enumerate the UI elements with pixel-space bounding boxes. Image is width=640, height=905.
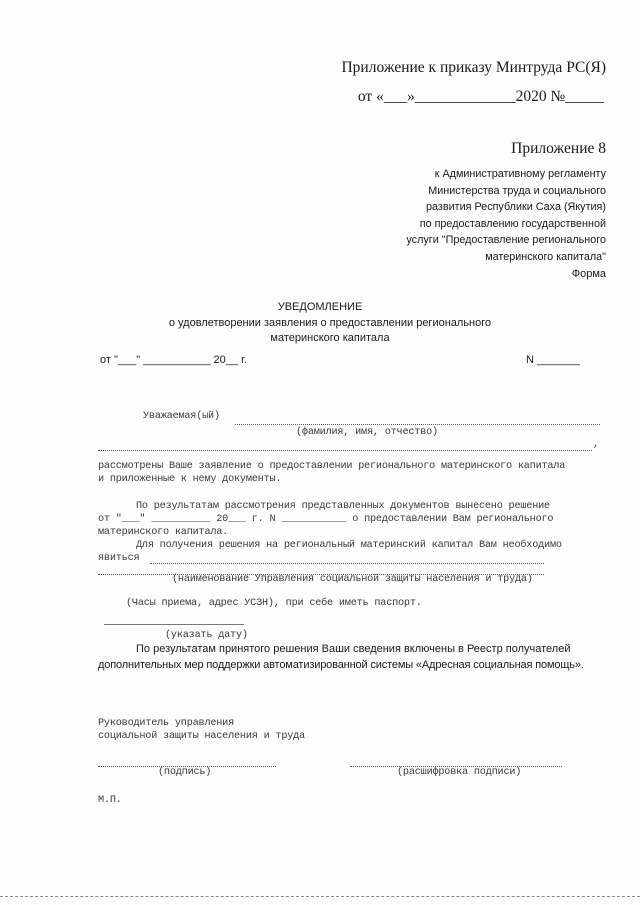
paragraph-3-line-2: явиться [98, 553, 140, 564]
appendix-order-title: Приложение к приказу Минтруда РС(Я) [341, 59, 606, 76]
signature-decode-caption: (расшифровка подписи) [397, 767, 522, 778]
regulation-line: развития Республики Саха (Якутия) [426, 201, 606, 213]
fio-blank-line [235, 424, 600, 425]
regulation-line: Министерства труда и социального [428, 184, 606, 197]
stamp-placeholder: М.П. [98, 795, 122, 806]
paragraph-1-line-1: рассмотрены Ваше заявление о предоставлении регионального материнского капитала [98, 461, 566, 472]
regulation-line: по предоставлению государственной [419, 217, 606, 230]
notice-subtitle-line-2: материнского капитала [270, 332, 390, 344]
notice-title: УВЕДОМЛЕНИЕ [277, 301, 363, 313]
regulation-line: материнского капитала" [485, 250, 606, 263]
paragraph-3-line-1: Для получения решения на региональный материнский капитал Вам необходимо [136, 540, 562, 551]
registry-line-2: дополнительных мер поддержки автоматизированной системы «Адресная социальная помощь». [98, 659, 584, 671]
head-title-line-2: социальной защиты населения и труда [98, 731, 305, 742]
fio-comma: , [593, 439, 599, 450]
notice-subtitle-line-1: о удовлетворении заявления о предоставлении регионального [168, 317, 492, 329]
signature-caption: (подпись) [158, 767, 212, 778]
paragraph-1-line-2: и приложенные к нему документы. [98, 474, 282, 485]
paragraph-2-line-3: материнского капитала. [98, 527, 229, 538]
appear-location-line [150, 563, 544, 564]
registry-line-1: По результатам принятого решения Ваши сведения включены в Реестр получателей [136, 643, 571, 655]
notice-date: от "___" ___________ 20__ г. [100, 354, 247, 366]
fio-caption: (фамилия, имя, отчество) [296, 427, 438, 438]
paragraph-2-line-2: от "___" __________ 20___ г. N ___________ о предоставлении Вам регионального [98, 514, 554, 525]
regulation-line: к Административному регламенту [434, 168, 606, 180]
appendix-8-title: Приложение 8 [511, 140, 606, 157]
notice-number: N _______ [526, 354, 580, 366]
regulation-reference [406, 166, 606, 265]
head-title-line-1: Руководитель управления [98, 718, 235, 729]
fio-continuation-line [98, 450, 592, 451]
greeting-label: Уважаемая(ый) [143, 411, 220, 422]
order-date-line: от «___»_____________2020 №_____ [357, 88, 604, 105]
form-label: Форма [571, 268, 606, 280]
paragraph-2-line-1: По результатам рассмотрения представленных документов вынесено решение [136, 501, 550, 512]
scan-bottom-edge [0, 896, 640, 897]
date-caption: (указать дату) [165, 630, 248, 641]
regulation-line: услуги "Предоставление регионального [406, 234, 606, 246]
date-blank-line [104, 624, 244, 625]
org-caption: (наименование Управления социальной защиты населения и труда) [172, 574, 533, 585]
reception-hours-note: (Часы приема, адрес УСЗН), при себе иметь паспорт. [126, 598, 422, 609]
